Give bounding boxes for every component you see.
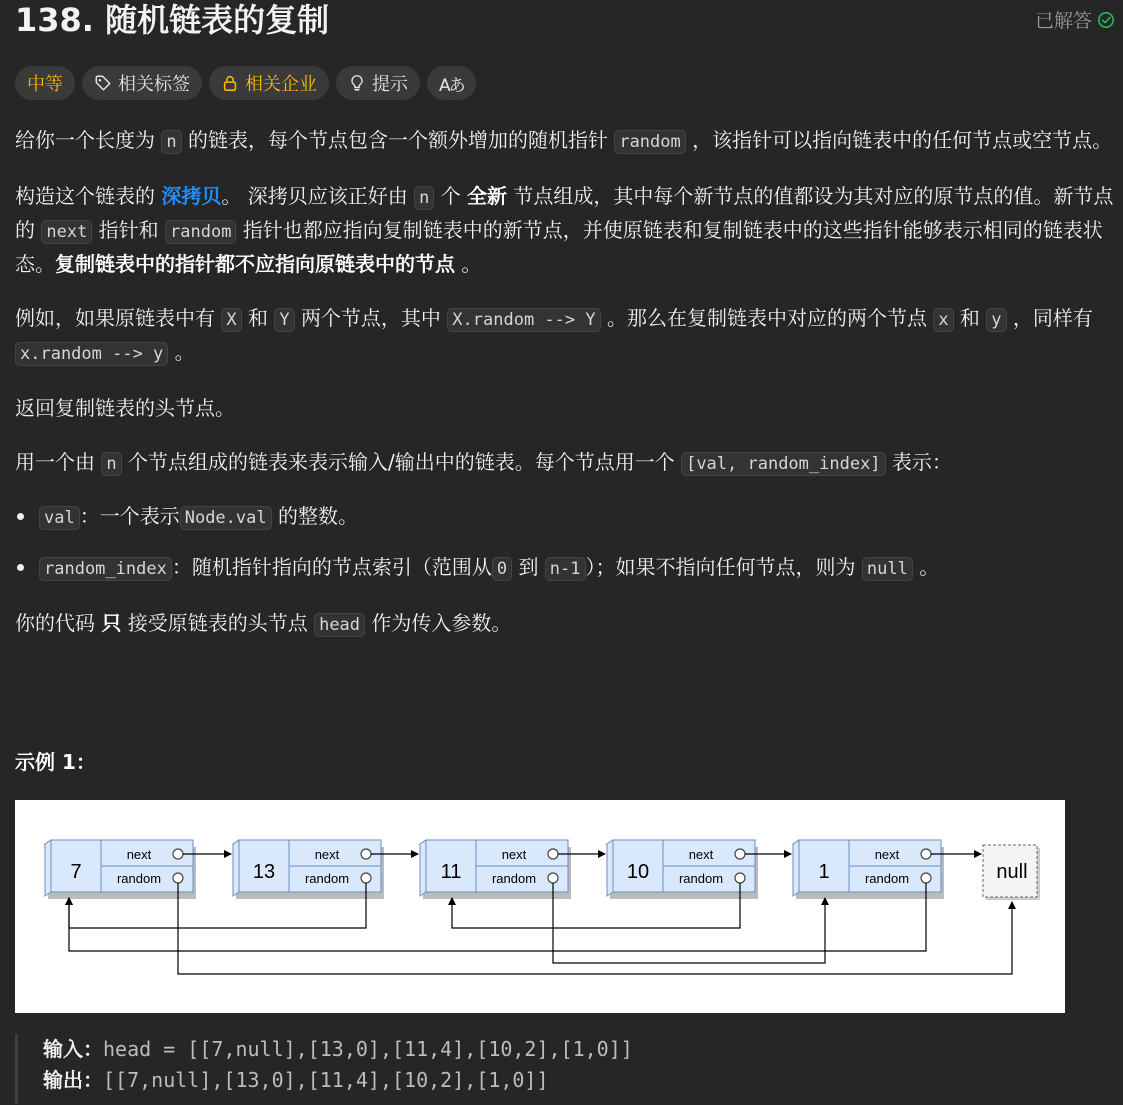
random-label: random (678, 871, 724, 886)
paragraph-1: 给你一个长度为 n 的链表，每个节点包含一个额外增加的随机指针 random ，该指针可以指向链表中的任何节点或空节点。 (15, 128, 1113, 152)
related-tags-button[interactable] (82, 66, 202, 100)
paragraph-4: 返回复制链表的头节点。 (15, 396, 235, 420)
input-value: head = [[7,null],[13,0],[11,4],[10,2],[1,0]] (103, 1037, 633, 1061)
node-bevel (793, 840, 799, 896)
input-label: 输入： (43, 1037, 103, 1061)
random-port (735, 873, 745, 883)
paragraph-6: 你的代码 只 接受原链表的头节点 head 作为传入参数。 (15, 611, 512, 635)
difficulty-badge[interactable] (15, 66, 75, 100)
example-io (15, 1034, 1115, 1104)
next-port (548, 849, 558, 859)
next-port (361, 849, 371, 859)
next-label: next (314, 847, 340, 862)
node-bevel (607, 840, 613, 896)
output-label: 输出： (43, 1068, 103, 1092)
deep-copy-link[interactable]: 深拷贝 (161, 184, 222, 208)
check-circle-icon (1097, 11, 1115, 29)
random-label: random (864, 871, 910, 886)
paragraph-5: 用一个由 n 个节点组成的链表来表示输入/输出中的链表。每个节点用一个 [val, random_index] 表示： (15, 450, 952, 474)
node-bevel (233, 840, 239, 896)
example-title: 示例 1： (15, 750, 96, 774)
random-label: random (116, 871, 162, 886)
related-tags-label: 相关标签 (118, 74, 190, 95)
related-companies-label: 相关企业 (245, 74, 317, 95)
next-label: next (126, 847, 152, 862)
tag-bar (15, 66, 476, 102)
node-value: 13 (252, 861, 276, 883)
paragraph-3: 例如，如果原链表中有 X 和 Y 两个节点，其中 X.random --> Y 。那么在复制链表中对应的两个节点 x 和 y ，同样有 x.random --> y 。 (15, 306, 1093, 364)
output-value: [[7,null],[13,0],[11,4],[10,2],[1,0]] (103, 1068, 549, 1092)
next-port (173, 849, 183, 859)
title-row (15, 0, 1115, 44)
field-list (15, 500, 1117, 585)
node-value: 10 (626, 861, 650, 883)
node-value: 1 (818, 861, 830, 883)
next-label: next (874, 847, 900, 862)
random-port (361, 873, 371, 883)
node-value: 11 (440, 861, 462, 883)
diagram-svg (15, 800, 1065, 1013)
output-line (43, 1065, 1115, 1096)
list-item: val ：一个表示 Node.val 的整数。 (15, 500, 1117, 534)
next-label: next (688, 847, 714, 862)
node-bevel (420, 840, 426, 896)
hint-button[interactable] (336, 66, 420, 100)
related-companies-button[interactable] (209, 66, 329, 100)
next-port (921, 849, 931, 859)
null-label: null (996, 861, 1028, 883)
lightbulb-icon (348, 74, 366, 92)
paragraph-2: 构造这个链表的 深拷贝。 深拷贝应该正好由 n 个 全新 节点组成，其中每个新节点的值都设为其对应的原节点的值。新节点的 next 指针和 random 指针也都应指向复制链表中的新节点，并使原链表和复制链表中的这些指针能够表示相同的链表状态。复制链表中的指针都不应指向原链表中的节点 。 (15, 184, 1114, 276)
problem-description (15, 124, 1117, 641)
list-item: random_index ：随机指针指向的节点索引（范围从 0 到 n-1 ）；如果不指向任何节点，则为 null 。 (15, 551, 1117, 585)
linked-list-diagram (15, 800, 1065, 1013)
next-port (735, 849, 745, 859)
node-value: 7 (70, 861, 82, 883)
translate-icon: Aあ (439, 75, 464, 96)
random-port (173, 873, 183, 883)
tag-icon (94, 74, 112, 92)
random-port (548, 873, 558, 883)
translate-button[interactable] (427, 66, 476, 100)
lock-icon (221, 74, 239, 92)
solved-status (1035, 6, 1115, 33)
random-label: random (491, 871, 537, 886)
difficulty-label: 中等 (27, 74, 63, 95)
problem-title: 138. 随机链表的复制 (15, 1, 330, 39)
input-line (43, 1034, 1115, 1065)
hint-label: 提示 (372, 74, 408, 95)
node-bevel (45, 840, 51, 896)
random-label: random (304, 871, 350, 886)
next-label: next (501, 847, 527, 862)
random-port (921, 873, 931, 883)
solved-label: 已解答 (1034, 10, 1092, 32)
